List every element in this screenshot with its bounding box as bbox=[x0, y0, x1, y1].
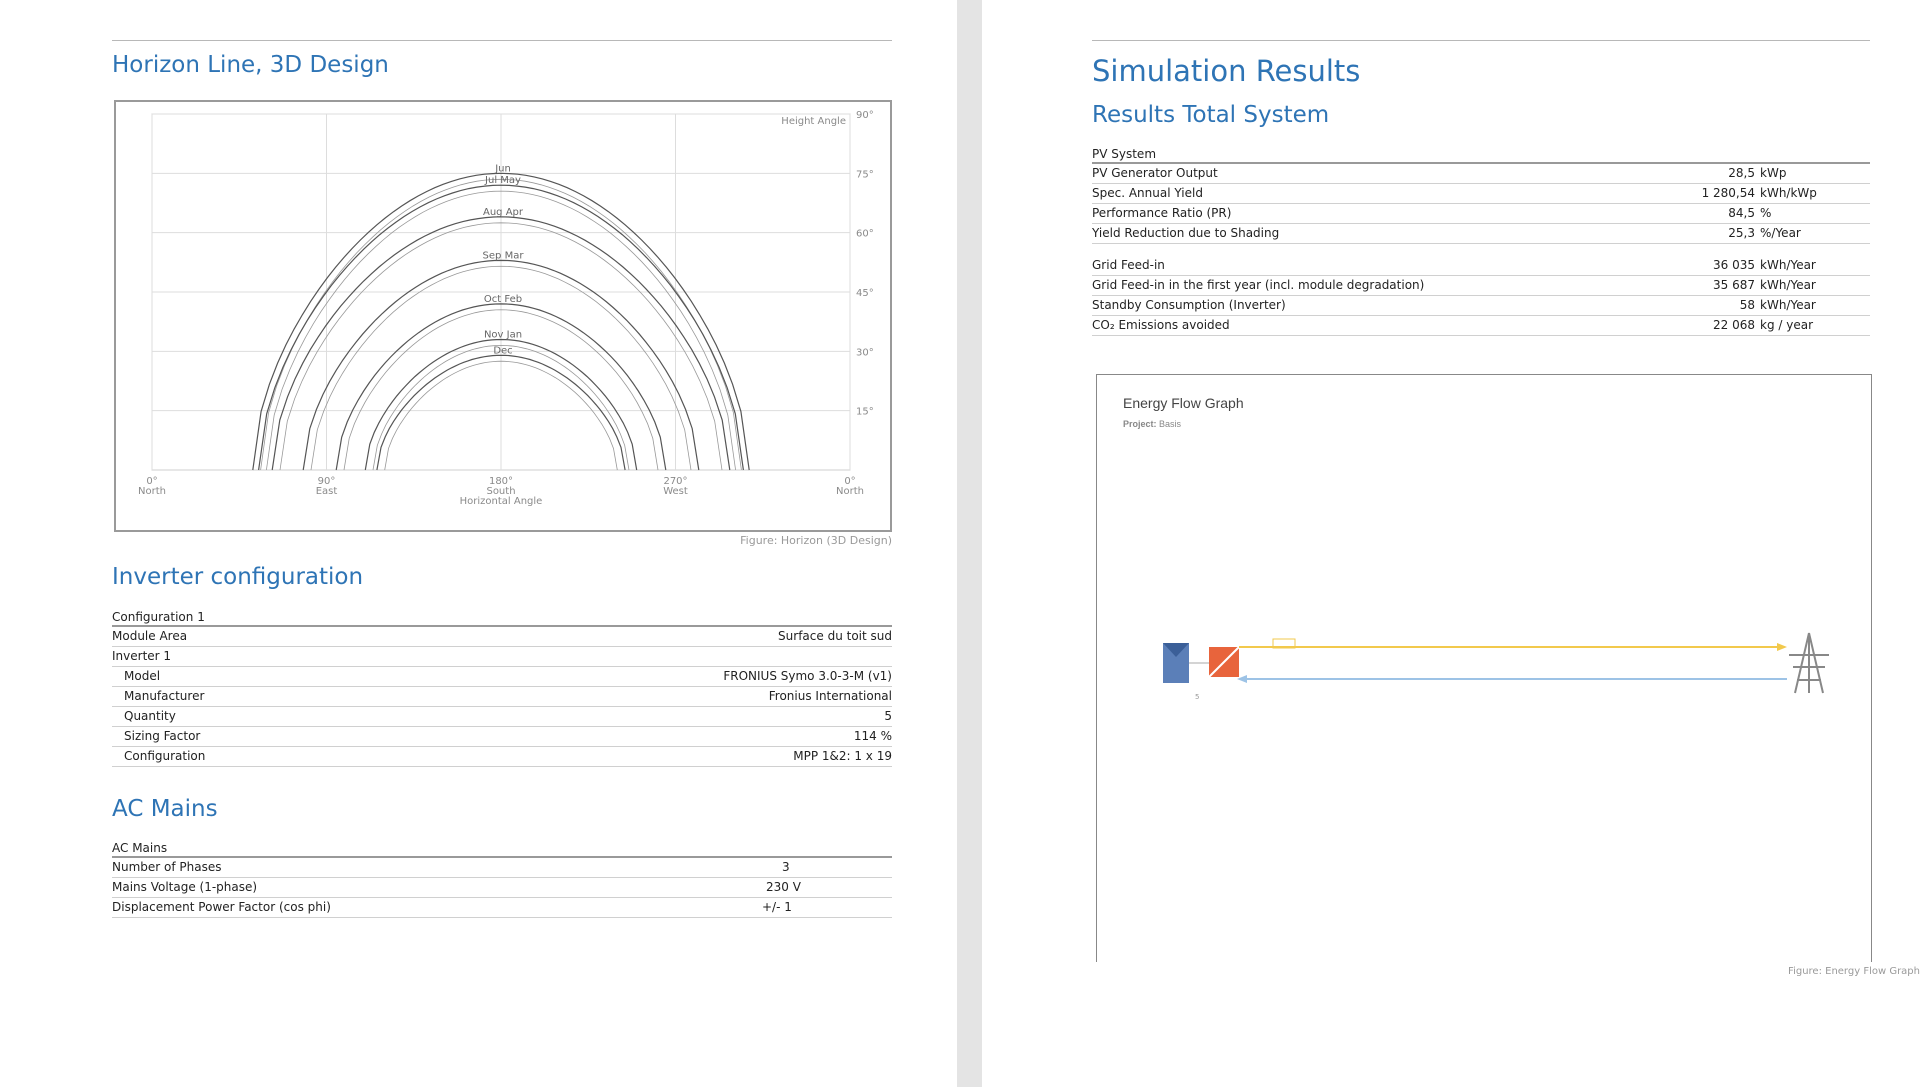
table-row: Inverter 1 bbox=[112, 647, 892, 667]
header-rule bbox=[1092, 40, 1870, 41]
table-row: Sizing Factor 114 % bbox=[112, 727, 892, 747]
grid-return-arrow bbox=[1237, 675, 1787, 683]
report-page-right bbox=[982, 0, 1920, 1087]
inverter-icon bbox=[1209, 647, 1239, 677]
x-tick-label: 180° bbox=[488, 476, 514, 487]
table-row: Model FRONIUS Symo 3.0-3-M (v1) bbox=[112, 667, 892, 687]
table-row: Configuration MPP 1&2: 1 x 19 bbox=[112, 747, 892, 767]
table-row: Grid Feed-in in the first year (incl. module degradation) 35 687 kWh/Year bbox=[1092, 276, 1870, 296]
page-title: Simulation Results bbox=[1092, 54, 1361, 88]
inverter-heading: Inverter configuration bbox=[112, 564, 364, 590]
table-row: Yield Reduction due to Shading 25,3 %/Year bbox=[1092, 224, 1870, 244]
x-tick-sublabel: South bbox=[486, 486, 516, 497]
horizon-chart bbox=[116, 102, 890, 530]
y-tick-label: 60° bbox=[856, 228, 874, 240]
page-gutter bbox=[957, 0, 982, 1087]
horizon-chart-frame bbox=[114, 100, 892, 532]
curve-label: Dec bbox=[493, 345, 513, 357]
table-row: Spec. Annual Yield 1 280,54 kWh/kWp bbox=[1092, 184, 1870, 204]
x-tick-label: 270° bbox=[663, 476, 688, 487]
report-page-left bbox=[0, 0, 957, 1087]
energy-flow-caption: Figure: Energy Flow Graph bbox=[1788, 966, 1920, 977]
y-tick-label: 75° bbox=[856, 169, 874, 181]
grid-feed-arrow bbox=[1239, 639, 1787, 651]
curve-label: Oct Feb bbox=[483, 293, 523, 305]
results-subtitle: Results Total System bbox=[1092, 102, 1330, 128]
y-tick-label: 45° bbox=[856, 288, 874, 299]
inverter-table-header: Configuration 1 bbox=[112, 607, 892, 627]
x-tick-label: 90° bbox=[317, 476, 336, 487]
energy-flow-project: Project: Basis bbox=[1123, 419, 1182, 429]
ac-mains-heading: AC Mains bbox=[112, 796, 218, 822]
curve-label: Jun bbox=[495, 163, 511, 175]
table-row: Module Area Surface du toit sud bbox=[112, 627, 892, 647]
x-tick-sublabel: East bbox=[315, 486, 338, 497]
y-tick-label: 30° bbox=[856, 347, 874, 359]
x-tick-sublabel: North bbox=[138, 486, 166, 497]
x-tick-label: 0° bbox=[844, 476, 856, 487]
energy-flow-diagram bbox=[1097, 375, 1873, 963]
inverter-table bbox=[112, 607, 892, 767]
curve-label: Nov Jan bbox=[483, 329, 523, 341]
ac-mains-table-header: AC Mains bbox=[112, 838, 892, 858]
y-axis-label: Height Angle bbox=[781, 116, 846, 127]
y-tick-label: 90° bbox=[856, 110, 874, 121]
horizon-caption: Figure: Horizon (3D Design) bbox=[740, 534, 892, 547]
y-tick-label: 15° bbox=[856, 406, 874, 418]
x-tick-sublabel: North bbox=[836, 486, 864, 497]
header-rule bbox=[112, 40, 892, 41]
curve-label: Aug Apr bbox=[482, 206, 524, 218]
table-row: Manufacturer Fronius International bbox=[112, 687, 892, 707]
table-row: Grid Feed-in 36 035 kWh/Year bbox=[1092, 256, 1870, 276]
table-row: Performance Ratio (PR) 84,5 % bbox=[1092, 204, 1870, 224]
ac-mains-table bbox=[112, 838, 892, 918]
svg-text:5: 5 bbox=[1195, 693, 1200, 701]
table-row: Mains Voltage (1-phase) 230 V bbox=[112, 878, 892, 898]
energy-flow-title: Energy Flow Graph bbox=[1123, 395, 1244, 411]
x-tick-sublabel: West bbox=[663, 486, 688, 497]
horizon-heading: Horizon Line, 3D Design bbox=[112, 52, 389, 78]
power-pylon-icon bbox=[1789, 633, 1829, 693]
table-row: PV Generator Output 28,5 kWp bbox=[1092, 164, 1870, 184]
pv-module-icon bbox=[1163, 643, 1189, 683]
pv-system-table-header: PV System bbox=[1092, 144, 1870, 164]
table-row: Quantity 5 bbox=[112, 707, 892, 727]
curve-label: Sep Mar bbox=[482, 250, 524, 262]
table-row: Standby Consumption (Inverter) 58 kWh/Year bbox=[1092, 296, 1870, 316]
x-axis-label: Horizontal Angle bbox=[459, 496, 543, 507]
table-row: Displacement Power Factor (cos phi) +/- 1 bbox=[112, 898, 892, 918]
table-row: Number of Phases 3 bbox=[112, 858, 892, 878]
energy-flow-frame bbox=[1096, 374, 1872, 962]
pv-system-table bbox=[1092, 144, 1870, 336]
x-tick-label: 0° bbox=[146, 476, 158, 487]
curve-label: Jul May bbox=[485, 175, 521, 187]
table-row: CO₂ Emissions avoided 22 068 kg / year bbox=[1092, 316, 1870, 336]
